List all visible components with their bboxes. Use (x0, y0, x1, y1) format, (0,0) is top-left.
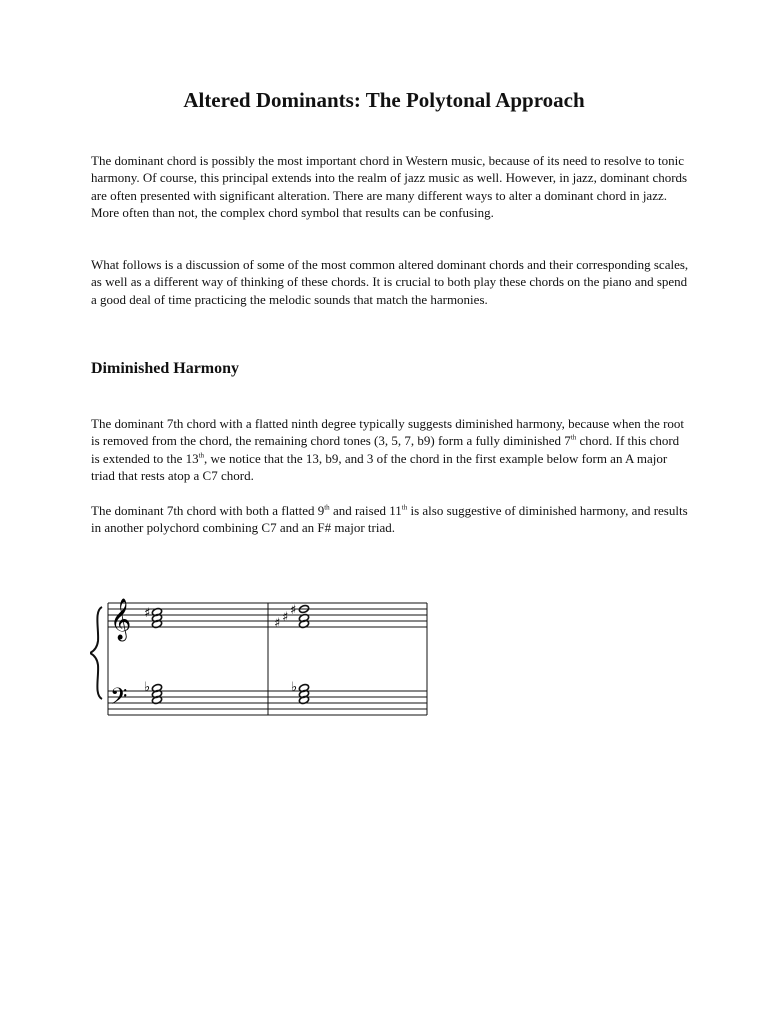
grand-staff-brace (90, 607, 102, 699)
flat-accidental: ♭ (291, 680, 298, 695)
sharp-accidental: ♯ (274, 616, 281, 631)
text-fragment: , we notice that the 13, b9, and 3 of the chord in the first example below form an A major triad that rests atop a C7 chord. (91, 450, 668, 484)
superscript: th (401, 503, 408, 512)
superscript: th (324, 503, 330, 512)
sharp-accidental: ♯ (282, 610, 289, 625)
section-heading: Diminished Harmony (91, 360, 240, 377)
intro-paragraph-2: What follows is a discussion of some of the most common altered dominant chords and their corresponding scales, as well as a different way of thinking of these chords. It is crucial to both play these chords on the piano and spend a good deal of time practicing the melodic sounds that match the harmonies. (91, 257, 689, 307)
text-fragment: The dominant 7th chord with a flatted ninth degree typically suggests diminished harmony, because when the root is removed from the chord, the remaining chord tones (3, 5, 7, b9) form a fully diminished 7 (91, 416, 685, 449)
sharp-accidental: ♯ (144, 606, 151, 621)
text-fragment: is also suggestive of diminished harmony, and results in another polychord combining C7 and an F# major triad. (91, 503, 688, 536)
superscript: th (198, 451, 205, 460)
diminished-paragraph-1 (91, 415, 691, 485)
page-title: Altered Dominants: The Polytonal Approach (183, 88, 585, 112)
intro-paragraph-1: The dominant chord is possibly the most important chord in Western music, because of its need to resolve to tonic harmony. Of course, this principal extends into the realm of jazz music as well. However, in jazz, dominant chords are often presented with significant alteration. There are many different ways to alter a dominant chord in jazz. More often than not, the complex chord symbol that results can be confusing. (91, 153, 688, 221)
flat-accidental: ♭ (144, 680, 151, 695)
text-fragment: and raised 11 (329, 503, 402, 518)
music-score (90, 585, 435, 720)
text-fragment: chord. If this chord is extended to the 13 (91, 433, 680, 466)
sharp-accidental: ♯ (290, 603, 297, 618)
text-fragment: The dominant 7th chord with both a flatted 9 (91, 503, 325, 518)
diminished-paragraph-2 (91, 502, 691, 537)
treble-clef-icon: 𝄞 (110, 599, 132, 640)
superscript: th (570, 434, 577, 443)
bass-clef-icon: 𝄢 (110, 684, 128, 715)
